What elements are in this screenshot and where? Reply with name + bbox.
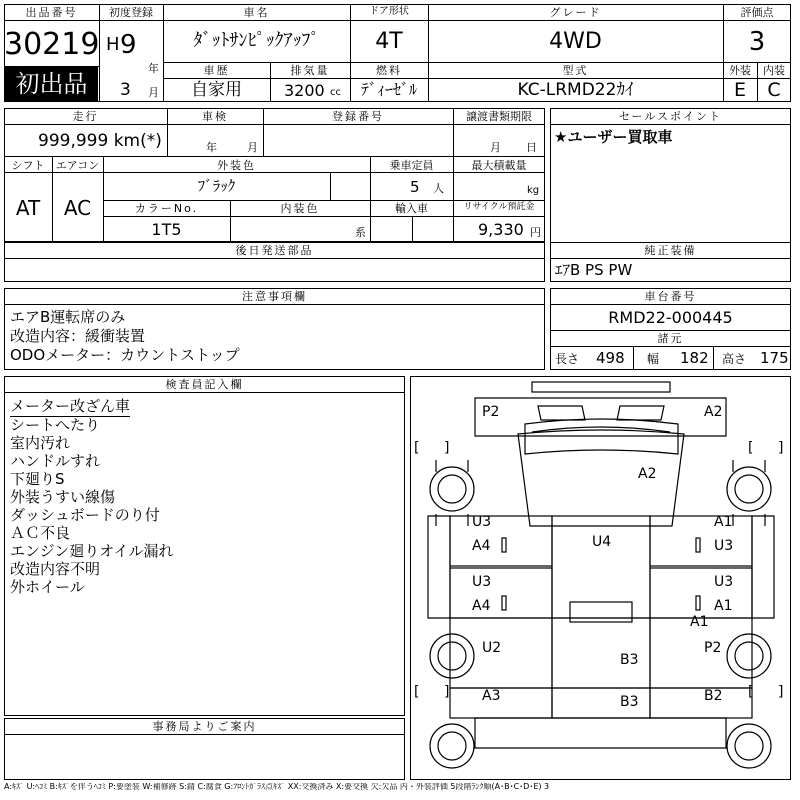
length-value: 498 [596, 349, 625, 367]
caution-line: 改造内容：緩衝装置 [10, 327, 146, 345]
legend: A:ｷｽﾞ U:ﾍｺﾐ B:ｷｽﾞを伴うﾍｺﾐ P:要塗装 W:補修跡 S:錆 C:腐食 G:ﾌﾛﾝﾄｶﾞﾗｽ点ｷｽﾞ XX:交換済み X:要交換 欠:欠品 内・外装評価 5段階ﾗﾝｸ順(A･B･C･D･E) 3 [4, 783, 550, 791]
history: 自家用 [191, 80, 242, 100]
cc-unit: cc [330, 87, 341, 98]
bracket-marker: ] [778, 684, 784, 700]
damage-mark: U3 [714, 538, 734, 554]
displacement: 3200 [284, 81, 325, 100]
plate-label: 登録番号 [332, 110, 384, 123]
inspector-line: ＡＣ不良 [10, 524, 71, 542]
history-label: 車歴 [203, 64, 230, 77]
damage-mark: A2 [704, 404, 723, 420]
vehicle-diagram [410, 376, 791, 780]
damage-mark: A2 [638, 466, 657, 482]
damage-mark: U3 [714, 574, 734, 590]
grade: 4WD [549, 29, 602, 54]
registration-month-unit: 月 [148, 86, 159, 99]
genuine-equipment: ｴｱB PS PW [555, 261, 633, 279]
registration-year: 9 [120, 30, 137, 60]
mileage: 999,999 km(*) [38, 131, 162, 151]
vehicle-details [4, 108, 545, 242]
length-label: 長さ [555, 352, 580, 366]
fuel-label: 燃料 [376, 64, 402, 77]
chassis-number: RMD22-000445 [608, 308, 733, 327]
inspector-line: ハンドルすれ [10, 452, 101, 470]
damage-mark: A1 [714, 598, 733, 614]
bracket-marker: [ [414, 684, 420, 700]
score-label: 評価点 [740, 6, 774, 19]
bracket-marker: [ [748, 684, 754, 700]
width-value: 182 [680, 349, 709, 367]
damage-mark: P2 [704, 640, 722, 656]
inspection-month-unit: 月 [247, 141, 258, 154]
inspector-line: シートへたり [10, 416, 101, 434]
bracket-marker: ] [444, 684, 450, 700]
displacement-label: 排気量 [290, 64, 330, 77]
damage-mark: U4 [592, 534, 612, 550]
inspection-label: 車検 [202, 110, 228, 123]
damage-mark: U3 [472, 514, 492, 530]
shift: AT [15, 196, 41, 220]
damage-mark: A1 [714, 514, 733, 530]
lot-number-label: 出品番号 [25, 6, 78, 19]
spec-label: 諸元 [657, 332, 684, 345]
height-value: 175 [760, 349, 789, 367]
bracket-marker: ] [444, 440, 450, 456]
recycle-deposit: 9,330 [478, 220, 524, 239]
caution-line: ODOメーター：カウントストップ [10, 346, 240, 364]
score: 3 [748, 27, 766, 57]
bracket-marker: [ [748, 440, 754, 456]
interior-color-unit: 系 [355, 226, 366, 239]
recycle-label: リサイクル預託金 [463, 202, 535, 212]
exterior-color-label: 外装色 [217, 159, 256, 172]
interior-color-label: 内装色 [280, 202, 320, 215]
office-label: 事務局よりご案内 [152, 720, 257, 733]
car-name-label: 車名 [243, 6, 270, 19]
inspector-notes [10, 396, 174, 598]
exterior-label: 外装 [729, 64, 751, 77]
sales-point-label: セールスポイント [618, 110, 722, 123]
fuel: ﾃﾞｨｰｾﾞﾙ [360, 80, 417, 99]
shift-label: シフト [11, 159, 45, 172]
capacity: 5 [410, 178, 420, 196]
interior-label: 内装 [763, 64, 785, 77]
damage-mark: A3 [482, 688, 501, 704]
bracket-marker: ] [778, 440, 784, 456]
damage-mark: A4 [472, 538, 491, 554]
caution-line: エアB運転席のみ [10, 308, 126, 326]
mileage-label: 走行 [72, 110, 99, 123]
transfer-month-unit: 月 [490, 141, 501, 154]
transfer-deadline-label: 譲渡書類期限 [466, 110, 532, 123]
bracket-marker: [ [414, 440, 420, 456]
later-parts-label: 後日発送部品 [235, 244, 314, 257]
door-label: ドア形状 [369, 6, 409, 17]
inspector-line: ダッシュボードのり付 [10, 506, 160, 524]
inspector-line: 外装うすい線傷 [10, 488, 116, 506]
car-name: ﾀﾞｯﾄｻﾝﾋﾟｯｸｱｯﾌﾟ [193, 30, 320, 51]
damage-mark: A4 [472, 598, 491, 614]
sales-point: ★ユーザー買取車 [554, 128, 673, 146]
capacity-label: 乗車定員 [389, 159, 434, 172]
max-load-label: 最大積載量 [471, 159, 527, 172]
yen-unit: 円 [530, 226, 541, 239]
grade-label: グレード [549, 6, 602, 19]
first-listing-badge: 初出品 [5, 67, 98, 101]
import-label: 輸入車 [395, 202, 428, 215]
chassis-label: 車台番号 [644, 290, 697, 303]
inspector-line: 改造内容不明 [10, 560, 101, 578]
transfer-day-unit: 日 [526, 141, 537, 154]
inspector-line: 下廻りS [10, 470, 65, 488]
model: KC-LRMD22ｶｲ [517, 80, 634, 100]
aircon: AC [63, 196, 92, 220]
inspector-line: 外ホイール [10, 578, 85, 596]
registration-year-unit: 年 [148, 62, 159, 75]
damage-mark: P2 [482, 404, 500, 420]
model-label: 型式 [562, 64, 589, 77]
capacity-unit: 人 [433, 182, 444, 195]
width-label: 幅 [647, 352, 660, 366]
inspection-year-unit: 年 [206, 141, 217, 154]
lot-number: 30219 [4, 27, 100, 62]
damage-mark: B3 [620, 694, 639, 710]
damage-mark: A1 [690, 614, 709, 630]
door-type: 4T [375, 29, 403, 54]
inspector-line: エンジン廻りオイル漏れ [10, 542, 174, 560]
max-load-unit: kg [527, 185, 540, 196]
exterior-grade: E [733, 79, 746, 101]
inspector-label: 検査員記入欄 [165, 378, 244, 391]
caution-label: 注意事項欄 [242, 290, 307, 303]
registration-month: 3 [120, 80, 131, 100]
damage-mark: U2 [482, 640, 502, 656]
damage-mark: U3 [472, 574, 492, 590]
damage-mark: B3 [620, 652, 639, 668]
era: H [106, 34, 120, 55]
interior-grade: C [767, 79, 781, 101]
genuine-equipment-label: 純正装備 [644, 244, 697, 257]
color-number: 1T5 [151, 220, 182, 239]
damage-mark: B2 [704, 688, 723, 704]
first-registration-label: 初度登録 [109, 6, 153, 19]
exterior-color: ﾌﾞﾗｯｸ [197, 177, 236, 195]
inspector-line: 室内汚れ [10, 434, 71, 452]
color-number-label: カラーNo. [134, 202, 199, 215]
height-label: 高さ [722, 352, 747, 366]
aircon-label: エアコン [55, 159, 100, 172]
inspector-line: メーター改ざん車 [10, 397, 131, 415]
